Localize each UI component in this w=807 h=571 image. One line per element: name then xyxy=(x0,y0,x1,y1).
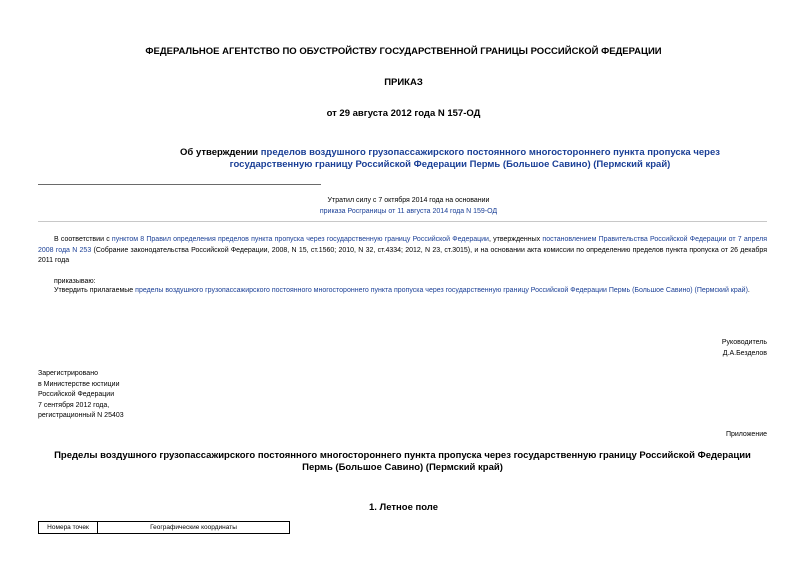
preamble-link-rules[interactable]: пунктом 8 Правил определения пределов пункта пропуска через государственную границу Российской Федерации xyxy=(111,236,489,243)
registration-line: Зарегистрировано xyxy=(38,370,98,377)
registration-line: Российской Федерации xyxy=(38,391,115,398)
title-link[interactable]: пределов воздушного грузопассажирского постоянного многостороннего пункта пропуска через государственную границу Российской Федерации Пермь (Большое Савино) (Пермский край) xyxy=(229,147,720,170)
registration-block xyxy=(38,369,124,422)
registration-line: в Министерстве юстиции xyxy=(38,380,120,388)
coordinates-table xyxy=(38,521,290,534)
preamble-paragraph xyxy=(38,235,767,267)
column-header-coordinates: Географические координаты xyxy=(98,522,290,534)
preamble-text-c: (Собрание законодательства Российской Федерации, 2008, N 15, ст.1560; 2010, N 32, ст.4334; 2012, N 23, ст.3015), и на основании акта комиссии по определению пределов пункта пропуска от 26 декабря 2011 года xyxy=(38,246,767,264)
approve-text-b: . xyxy=(747,287,750,294)
registration-line: регистрационный N 25403 xyxy=(38,412,124,419)
signature-block xyxy=(722,338,767,359)
title-prefix: Об утверждении xyxy=(180,147,261,158)
preamble-text-b: , утвержденных xyxy=(488,236,543,243)
registration-line: 7 сентября 2012 года, xyxy=(38,401,110,409)
status-note-link[interactable]: приказа Росграницы от 11 августа 2014 года N 159-ОД xyxy=(319,207,498,215)
signature-position: Руководитель xyxy=(721,339,767,346)
agency-heading: ФЕДЕРАЛЬНОЕ АГЕНТСТВО ПО ОБУСТРОЙСТВУ ГОСУДАРСТВЕННОЙ ГРАНИЦЫ РОССИЙСКОЙ ФЕДЕРАЦИИ xyxy=(145,46,662,57)
appendix-label: Приложение xyxy=(725,431,767,438)
approve-text-a: Утвердить прилагаемые xyxy=(54,287,136,294)
document-title xyxy=(150,147,750,171)
doc-type-heading: ПРИКАЗ xyxy=(384,77,423,88)
table-header-row xyxy=(39,522,290,534)
section-heading: 1. Летное поле xyxy=(368,502,438,513)
preamble-link-decree[interactable]: постановлением Правительства Российской Федерации от 7 апреля 2008 года N 253 xyxy=(38,236,768,254)
doc-date-number: от 29 августа 2012 года N 157-ОД xyxy=(326,108,481,119)
appendix-title: Пределы воздушного грузопассажирского постоянного многостороннего пункта пропуска через государственную границу Российской Федерации Пермь (Большое Савино) (Пермский край) xyxy=(54,450,751,473)
status-divider xyxy=(38,221,767,222)
status-note xyxy=(250,196,567,217)
preamble-text-a: В соответствии с xyxy=(54,236,112,243)
signature-name: Д.А.Безделов xyxy=(722,349,767,357)
title-divider xyxy=(38,184,321,185)
approve-link-limits[interactable]: пределы воздушного грузопассажирского постоянного многостороннего пункта пропуска через государственную границу Российской Федерации Пермь (Большое Савино) (Пермский край) xyxy=(135,287,748,294)
status-note-text: Утратил силу с 7 октября 2014 года на основании xyxy=(327,197,490,204)
approve-paragraph xyxy=(38,286,767,297)
order-word: приказываю: xyxy=(54,278,96,285)
column-header-point-numbers: Номера точек xyxy=(39,522,98,534)
